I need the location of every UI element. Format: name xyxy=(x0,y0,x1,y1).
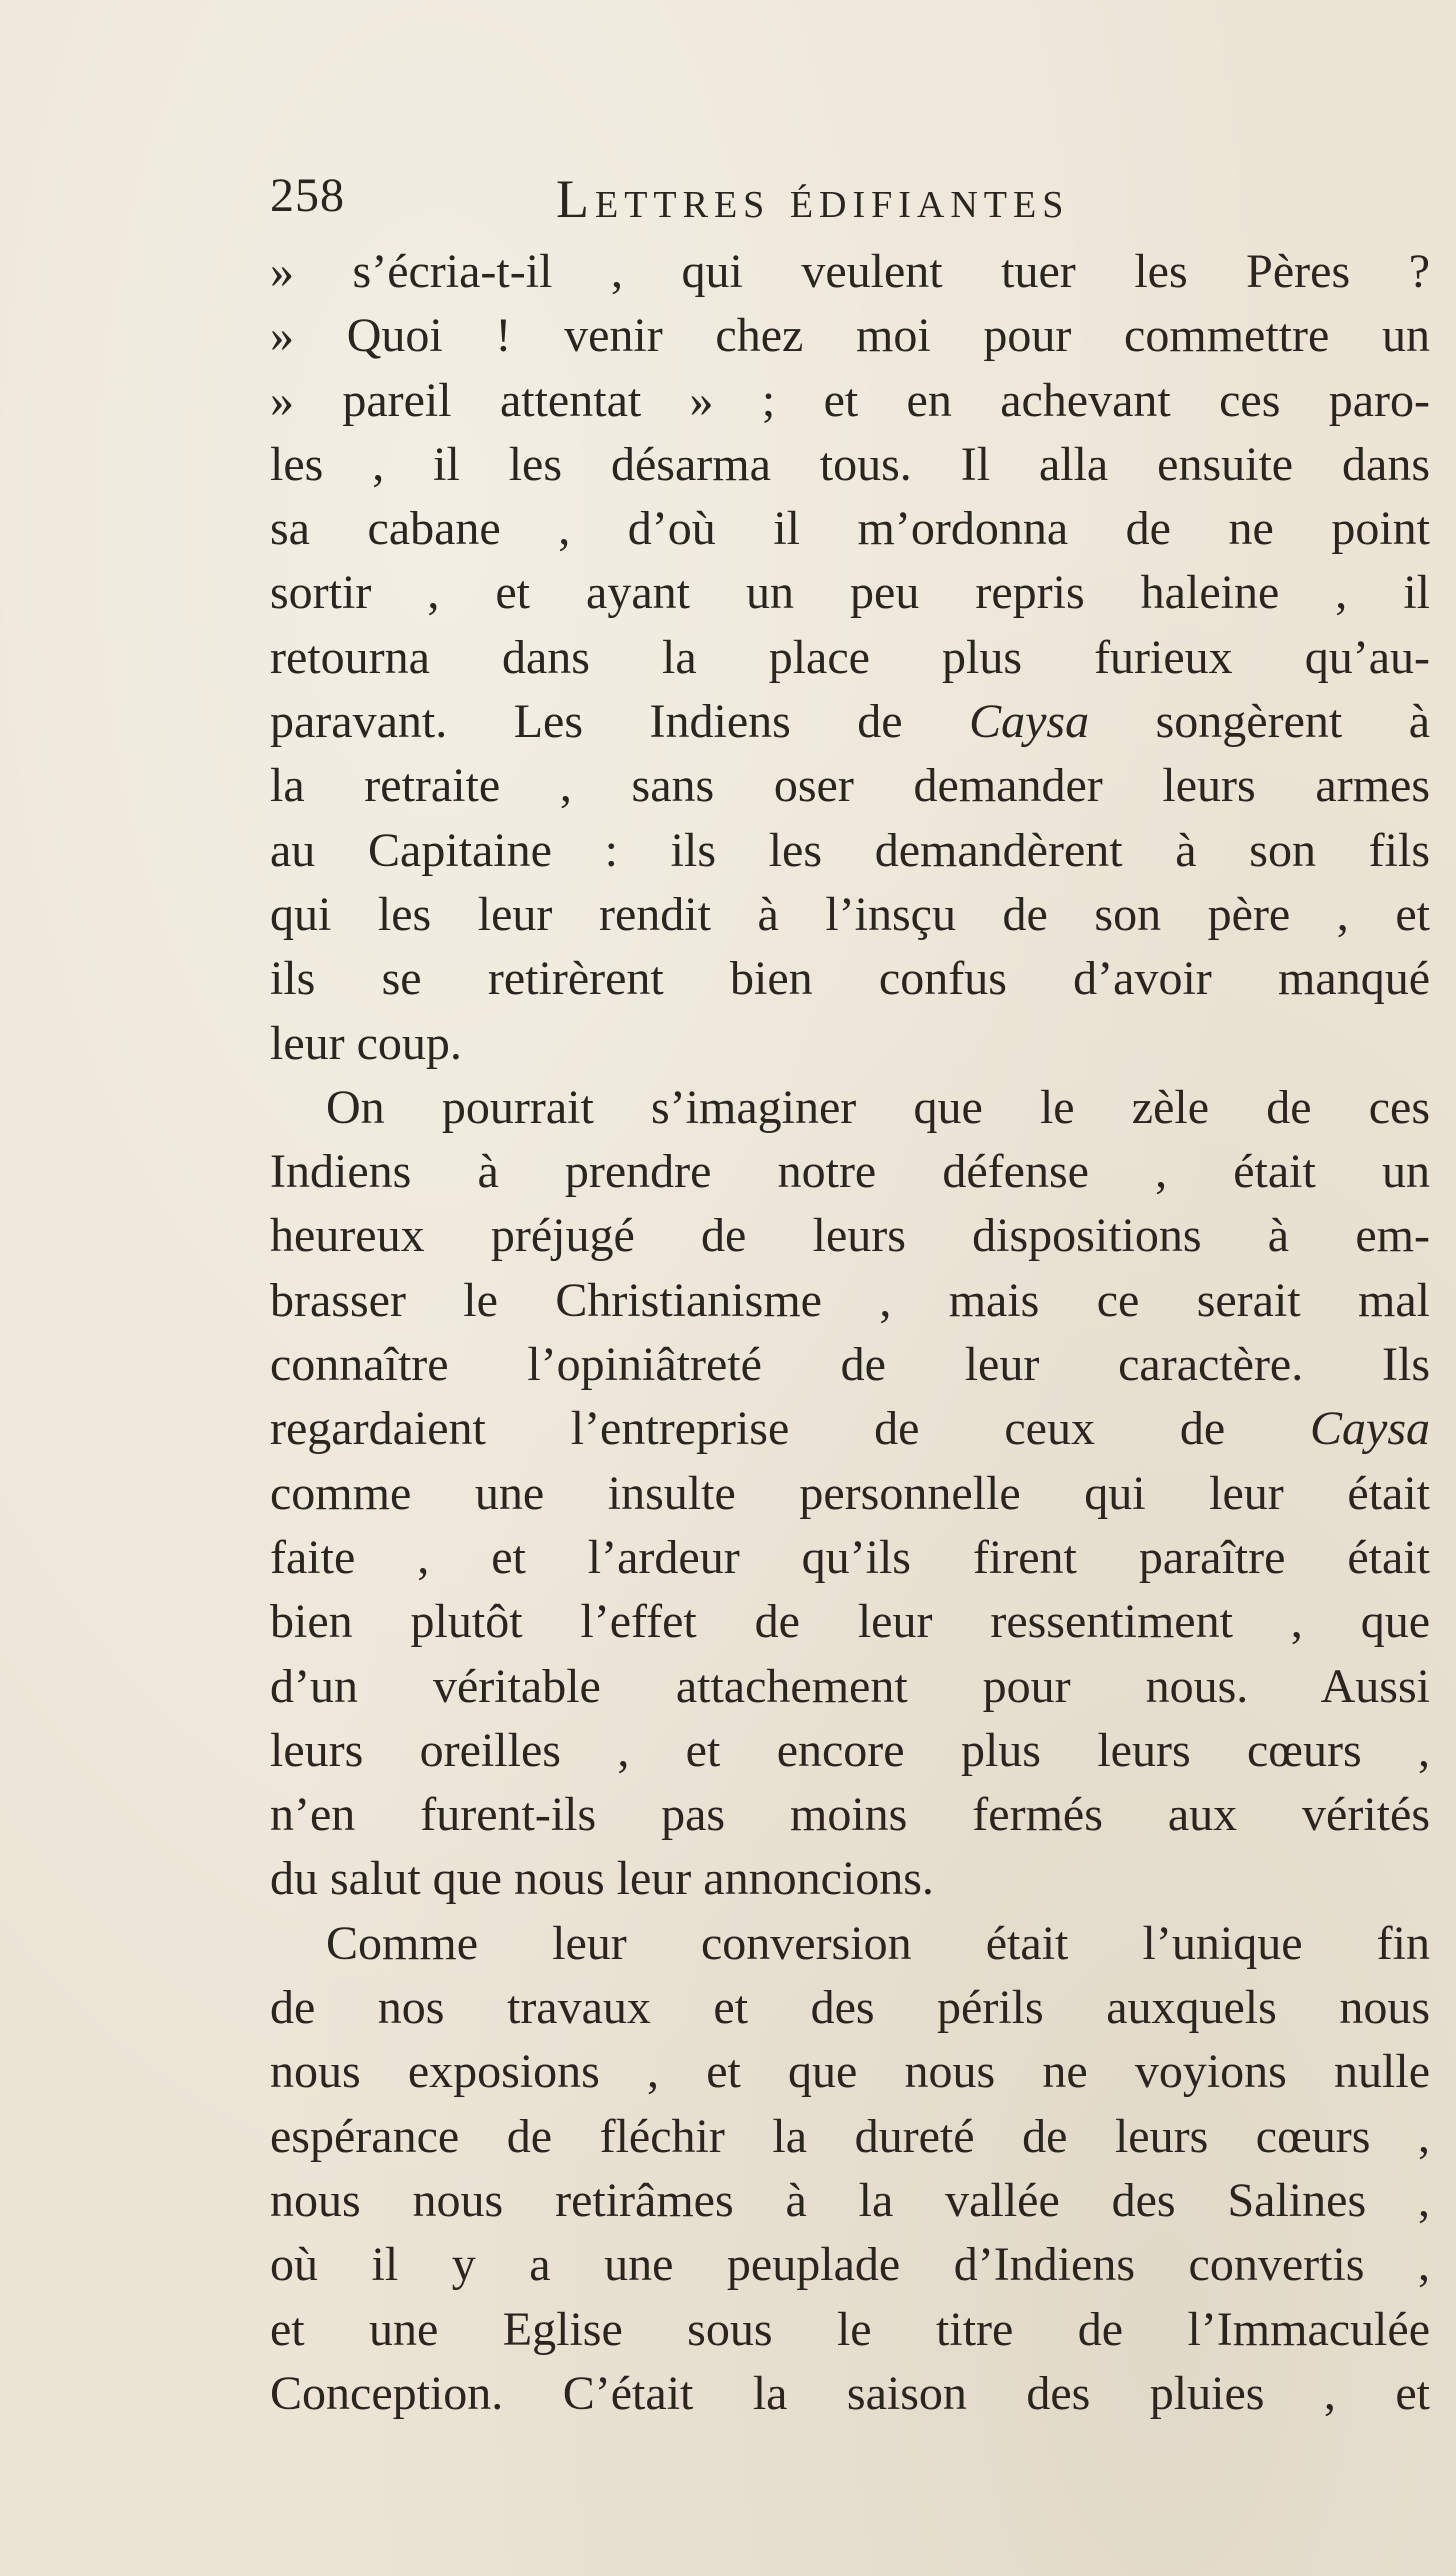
text-line: nous nous retirâmes à la vallée des Salines , xyxy=(270,2173,1430,2227)
text-line: regardaient l’entreprise de ceux de Caysa xyxy=(270,1402,1430,1456)
text-line: leur coup. xyxy=(270,1016,462,1070)
running-title: Lettres édifiantes xyxy=(556,169,1070,229)
text-line: comme une insulte personnelle qui leur était xyxy=(270,1466,1430,1520)
text-line: sa cabane , d’où il m’ordonna de ne point xyxy=(270,502,1430,556)
text-line: de nos travaux et des périls auxquels nous xyxy=(270,1981,1430,2035)
text-line: Indiens à prendre notre défense , était un xyxy=(270,1145,1430,1199)
text-line: espérance de fléchir la dureté de leurs cœurs , xyxy=(270,2109,1430,2163)
text-line: et une Eglise sous le titre de l’Immaculée xyxy=(270,2302,1430,2356)
text-line: » Quoi ! venir chez moi pour commettre un xyxy=(270,309,1430,363)
text-line: brasser le Christianisme , mais ce serait mal xyxy=(270,1273,1430,1327)
text-line: n’en furent-ils pas moins fermés aux vérités xyxy=(270,1788,1430,1842)
text-line: On pourrait s’imaginer que le zèle de ces xyxy=(326,1080,1430,1134)
text-line: Comme leur conversion était l’unique fin xyxy=(326,1916,1430,1970)
text-line: nous exposions , et que nous ne voyions nulle xyxy=(270,2045,1430,2099)
text-line: » pareil attentat » ; et en achevant ces paro- xyxy=(270,373,1430,427)
body-text xyxy=(270,240,1430,2426)
page-header xyxy=(270,168,1270,238)
text-line: sortir , et ayant un peu repris haleine , il xyxy=(270,566,1430,620)
text-line: bien plutôt l’effet de leur ressentiment , que xyxy=(270,1595,1430,1649)
text-line: connaître l’opiniâtreté de leur caractère. Ils xyxy=(270,1338,1430,1392)
text-line: la retraite , sans oser demander leurs armes xyxy=(270,759,1430,813)
text-line: d’un véritable attachement pour nous. Aussi xyxy=(270,1659,1430,1713)
text-line: retourna dans la place plus furieux qu’au- xyxy=(270,630,1430,684)
text-line: les , il les désarma tous. Il alla ensuite dans xyxy=(270,437,1430,491)
text-line: du salut que nous leur annoncions. xyxy=(270,1852,934,1906)
text-line: Conception. C’était la saison des pluies , et xyxy=(270,2366,1430,2420)
text-line: paravant. Les Indiens de Caysa songèrent à xyxy=(270,695,1430,749)
text-line: au Capitaine : ils les demandèrent à son fils xyxy=(270,823,1430,877)
text-line: leurs oreilles , et encore plus leurs cœurs , xyxy=(270,1723,1430,1777)
text-line: où il y a une peuplade d’Indiens convertis , xyxy=(270,2238,1430,2292)
page-number: 258 xyxy=(270,169,345,222)
text-line: faite , et l’ardeur qu’ils firent paraître était xyxy=(270,1530,1430,1584)
text-line: qui les leur rendit à l’insçu de son père , et xyxy=(270,887,1430,941)
text-line: ils se retirèrent bien confus d’avoir manqué xyxy=(270,952,1430,1006)
text-line: heureux préjugé de leurs dispositions à em- xyxy=(270,1209,1430,1263)
text-line: » s’écria-t-il , qui veulent tuer les Pères ? xyxy=(270,245,1430,298)
